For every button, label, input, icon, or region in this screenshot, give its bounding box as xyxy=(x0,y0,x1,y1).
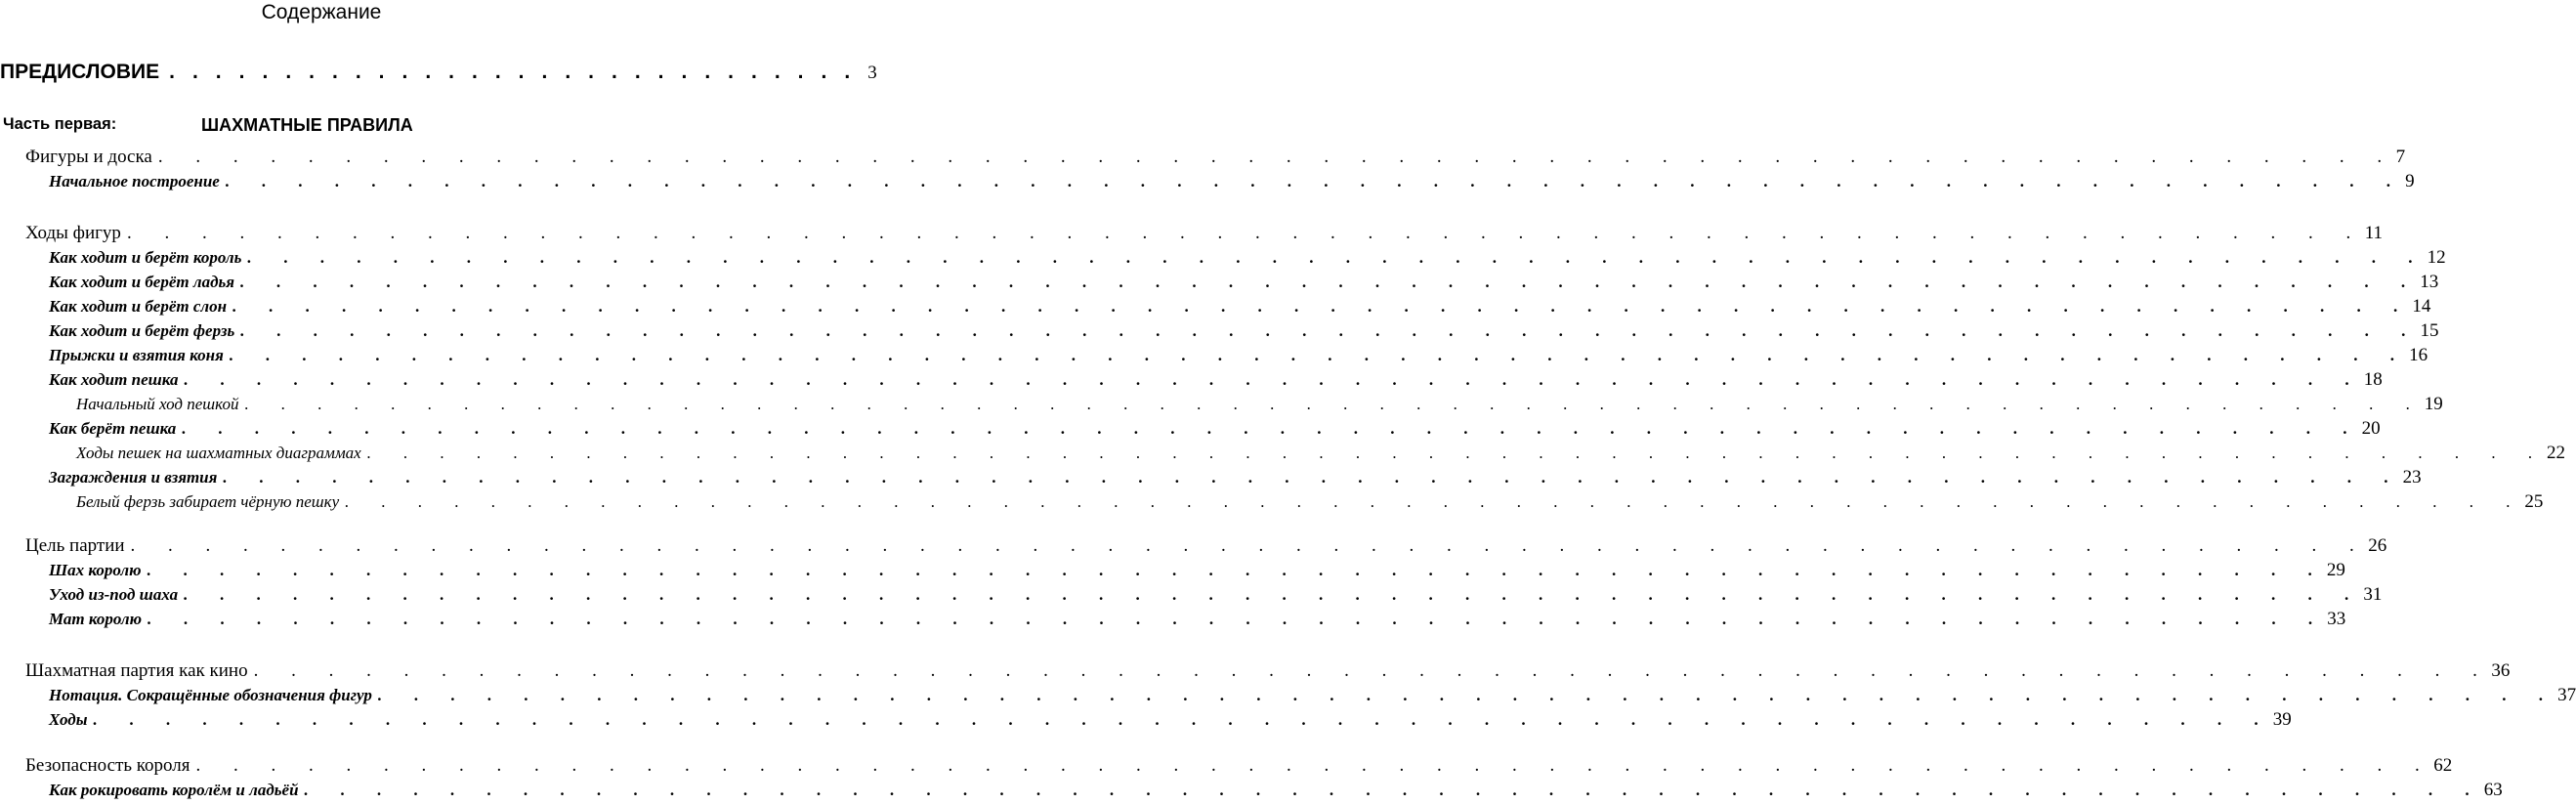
toc-entry[interactable] xyxy=(0,369,2383,391)
toc-entry[interactable] xyxy=(0,418,2381,440)
dot-leader: .............................. xyxy=(169,61,868,83)
toc-entry[interactable] xyxy=(0,755,2453,777)
dot-leader: . . . . . . . . . . . . . . . . . . . . . . . . . . . . . . . . . . . . . . . . . . . . . . . . . . . . . . . . . . . . xyxy=(232,297,2413,316)
toc-entry-title: Как ходит и берёт ферзь xyxy=(49,321,235,340)
toc-entry-title: Безопасность короля xyxy=(25,755,190,776)
dot-leader: . . . . . . . . . . . . . . . . . . . . . . . . . . . . . . . . . . . . . . . . . . . . . . . . . . . . . . . . . . . . xyxy=(130,535,2369,556)
toc-entry-page: 22 xyxy=(2546,443,2565,463)
toc-entry[interactable] xyxy=(0,780,2503,801)
toc-entry-page: 31 xyxy=(2363,584,2383,605)
toc-entry[interactable] xyxy=(0,223,2383,244)
dot-leader: . . . . . . . . . . . . . . . . . . . . . . . . . . . . . . . . . . . . . . . . . . . . . . . . . . . . . . . . . . . . xyxy=(240,321,2421,340)
toc-entry-title: Уход из-под шаха xyxy=(49,585,179,604)
dot-leader: . . . . . . . . . . . . . . . . . . . . . . . . . . . . . . . . . . . . . . . . . . . . . . . . . . . . . . . . . . . . xyxy=(247,248,2428,267)
toc-entry[interactable] xyxy=(0,660,2511,682)
toc-entry-title: Мат королю xyxy=(49,610,143,628)
toc-entry-page: 20 xyxy=(2361,418,2381,439)
toc-entry-page: 15 xyxy=(2420,320,2439,341)
toc-entry[interactable] xyxy=(0,171,2415,192)
toc-entry[interactable] xyxy=(0,247,2446,269)
toc-entry[interactable] xyxy=(0,584,2383,606)
dot-leader: . . . . . . . . . . . . . . . . . . . . . . . . . . . . . . . . . . . . . . . . . . . . . . . . . . . . . . . . . . . . xyxy=(223,468,2403,487)
toc-preface-page: 3 xyxy=(867,63,877,83)
toc-entry[interactable] xyxy=(0,560,2345,581)
dot-leader: . . . . . . . . . . . . . . . . . . . . . . . . . . . . . . . . . . . . . . . . . . . . . . . . . . . . . . . . . . . . xyxy=(366,444,2547,462)
dot-leader: . . . . . . . . . . . . . . . . . . . . . . . . . . . . . . . . . . . . . . . . . . . . . . . . . . . . . . . . . . . . xyxy=(195,755,2434,776)
dot-leader: . . . . . . . . . . . . . . . . . . . . . . . . . . . . . . . . . . . . . . . . . . . . . . . . . . . . . . . . . . . . xyxy=(240,273,2421,291)
toc-entry-page: 16 xyxy=(2409,345,2428,365)
toc-entry-page: 25 xyxy=(2524,491,2544,512)
toc-entry-page: 39 xyxy=(2272,709,2292,730)
toc-entry[interactable] xyxy=(0,685,2576,706)
toc-entry-title: Как ходит и берёт слон xyxy=(49,297,228,316)
dot-leader: . . . . . . . . . . . . . . . . . . . . . . . . . . . . . . . . . . . . . . . . . . . . . . . . . . . . . . . . . . . . xyxy=(184,585,2364,604)
toc-entry[interactable] xyxy=(0,609,2346,630)
toc-entry-page: 36 xyxy=(2491,660,2511,681)
toc-entry-page: 13 xyxy=(2420,272,2439,292)
toc-entry-page: 23 xyxy=(2402,467,2422,487)
part-title: ШАХМАТНЫЕ ПРАВИЛА xyxy=(201,115,413,135)
toc-entry-title: Шах королю xyxy=(49,561,142,579)
toc-entry[interactable] xyxy=(0,394,2443,415)
toc-entry-title: Как ходит и берёт ладья xyxy=(49,273,235,291)
toc-entry-title: Прыжки и взятия коня xyxy=(49,346,224,364)
dot-leader: . . . . . . . . . . . . . . . . . . . . . . . . . . . . . . . . . . . . . . . . . . . . . . . . . . . . . . . . . . . . xyxy=(182,419,2362,438)
toc-entry-title: Ходы фигур xyxy=(25,223,121,243)
toc-entry-page: 26 xyxy=(2368,535,2387,556)
toc-entry-title: Фигуры и доска xyxy=(25,147,152,167)
toc-entry-page: 11 xyxy=(2364,223,2383,243)
toc-entry-page: 29 xyxy=(2326,560,2345,580)
toc-entry-title: Как ходит пешка xyxy=(49,370,179,389)
dot-leader: . . . . . . . . . . . . . . . . . . . . . . . . . . . . . . . . . . . . . . . . . . . . . . . . . . . . . . . . . . . . xyxy=(93,710,2273,729)
toc-entry-page: 7 xyxy=(2395,147,2406,167)
dot-leader: . . . . . . . . . . . . . . . . . . . . . . . . . . . . . . . . . . . . . . . . . . . . . . . . . . . . . . . . . . . . xyxy=(244,395,2425,413)
toc-entry-title: Нотация. Сокращённые обозначения фигур xyxy=(49,686,372,704)
dot-leader: . . . . . . . . . . . . . . . . . . . . . . . . . . . . . . . . . . . . . . . . . . . . . . . . . . . . . . . . . . . . xyxy=(225,172,2406,191)
toc-entry[interactable] xyxy=(0,272,2439,293)
dot-leader: . . . . . . . . . . . . . . . . . . . . . . . . . . . . . . . . . . . . . . . . . . . . . . . . . . . . . . . . . . . . xyxy=(157,147,2396,167)
toc-entry[interactable] xyxy=(0,709,2292,731)
toc-entry-title: Как рокировать королём и ладьёй xyxy=(49,781,299,799)
part-heading xyxy=(3,115,413,135)
dot-leader: . . . . . . . . . . . . . . . . . . . . . . . . . . . . . . . . . . . . . . . . . . . . . . . . . . . . . . . . . . . . xyxy=(304,781,2484,799)
toc-entry-title: Начальное построение xyxy=(49,172,220,191)
toc-entry-page: 18 xyxy=(2363,369,2383,390)
toc-entry[interactable] xyxy=(0,535,2387,557)
toc-entry[interactable] xyxy=(0,345,2428,366)
dot-leader: . . . . . . . . . . . . . . . . . . . . . . . . . . . . . . . . . . . . . . . . . . . . . . . . . . . . . . . . . . . . xyxy=(345,492,2525,511)
toc-entry[interactable] xyxy=(0,467,2422,488)
toc-entry-page: 62 xyxy=(2433,755,2453,776)
toc-entry-page: 37 xyxy=(2557,685,2576,705)
part-label: Часть первая: xyxy=(3,115,117,133)
toc-entry-title: Шахматная партия как кино xyxy=(25,660,248,681)
toc-preface-row[interactable] xyxy=(0,61,877,84)
toc-entry-title: Как берёт пешка xyxy=(49,419,177,438)
toc-entry[interactable] xyxy=(0,443,2565,464)
toc-entry-title: Как ходит и берёт король xyxy=(49,248,242,267)
toc-entry-title: Заграждения и взятия xyxy=(49,468,218,487)
dot-leader: . . . . . . . . . . . . . . . . . . . . . . . . . . . . . . . . . . . . . . . . . . . . . . . . . . . . . . . . . . . . xyxy=(147,561,2327,579)
toc-preface-label: ПРЕДИСЛОВИЕ xyxy=(0,61,160,83)
toc-entry[interactable] xyxy=(0,147,2406,168)
toc-entry-page: 19 xyxy=(2424,394,2443,414)
toc-entry-page: 63 xyxy=(2483,780,2503,800)
toc-entry-page: 14 xyxy=(2412,296,2431,317)
dot-leader: . . . . . . . . . . . . . . . . . . . . . . . . . . . . . . . . . . . . . . . . . . . . . . . . . . . . . . . . . . . . xyxy=(253,660,2492,681)
dot-leader: . . . . . . . . . . . . . . . . . . . . . . . . . . . . . . . . . . . . . . . . . . . . . . . . . . . . . . . . . . . . xyxy=(126,223,2365,243)
toc-entry-title: Цель партии xyxy=(25,535,125,556)
dot-leader: . . . . . . . . . . . . . . . . . . . . . . . . . . . . . . . . . . . . . . . . . . . . . . . . . . . . . . . . . . . . xyxy=(377,686,2558,704)
dot-leader: . . . . . . . . . . . . . . . . . . . . . . . . . . . . . . . . . . . . . . . . . . . . . . . . . . . . . . . . . . . . xyxy=(184,370,2364,389)
toc-entry-page: 9 xyxy=(2405,171,2415,191)
dot-leader: . . . . . . . . . . . . . . . . . . . . . . . . . . . . . . . . . . . . . . . . . . . . . . . . . . . . . . . . . . . . xyxy=(148,610,2328,628)
toc-entry-page: 12 xyxy=(2427,247,2446,268)
toc-entry[interactable] xyxy=(0,320,2439,342)
toc-entry-title: Начальный ход пешкой xyxy=(76,395,239,413)
toc-entry-page: 33 xyxy=(2327,609,2346,629)
toc-entry-title: Ходы xyxy=(49,710,88,729)
toc-entry-title: Белый ферзь забирает чёрную пешку xyxy=(76,492,340,511)
page-title: Содержание xyxy=(261,1,382,23)
toc-entry[interactable] xyxy=(0,296,2431,318)
dot-leader: . . . . . . . . . . . . . . . . . . . . . . . . . . . . . . . . . . . . . . . . . . . . . . . . . . . . . . . . . . . . xyxy=(229,346,2410,364)
toc-entry[interactable] xyxy=(0,491,2544,513)
toc-entry-title: Ходы пешек на шахматных диаграммах xyxy=(76,444,361,462)
